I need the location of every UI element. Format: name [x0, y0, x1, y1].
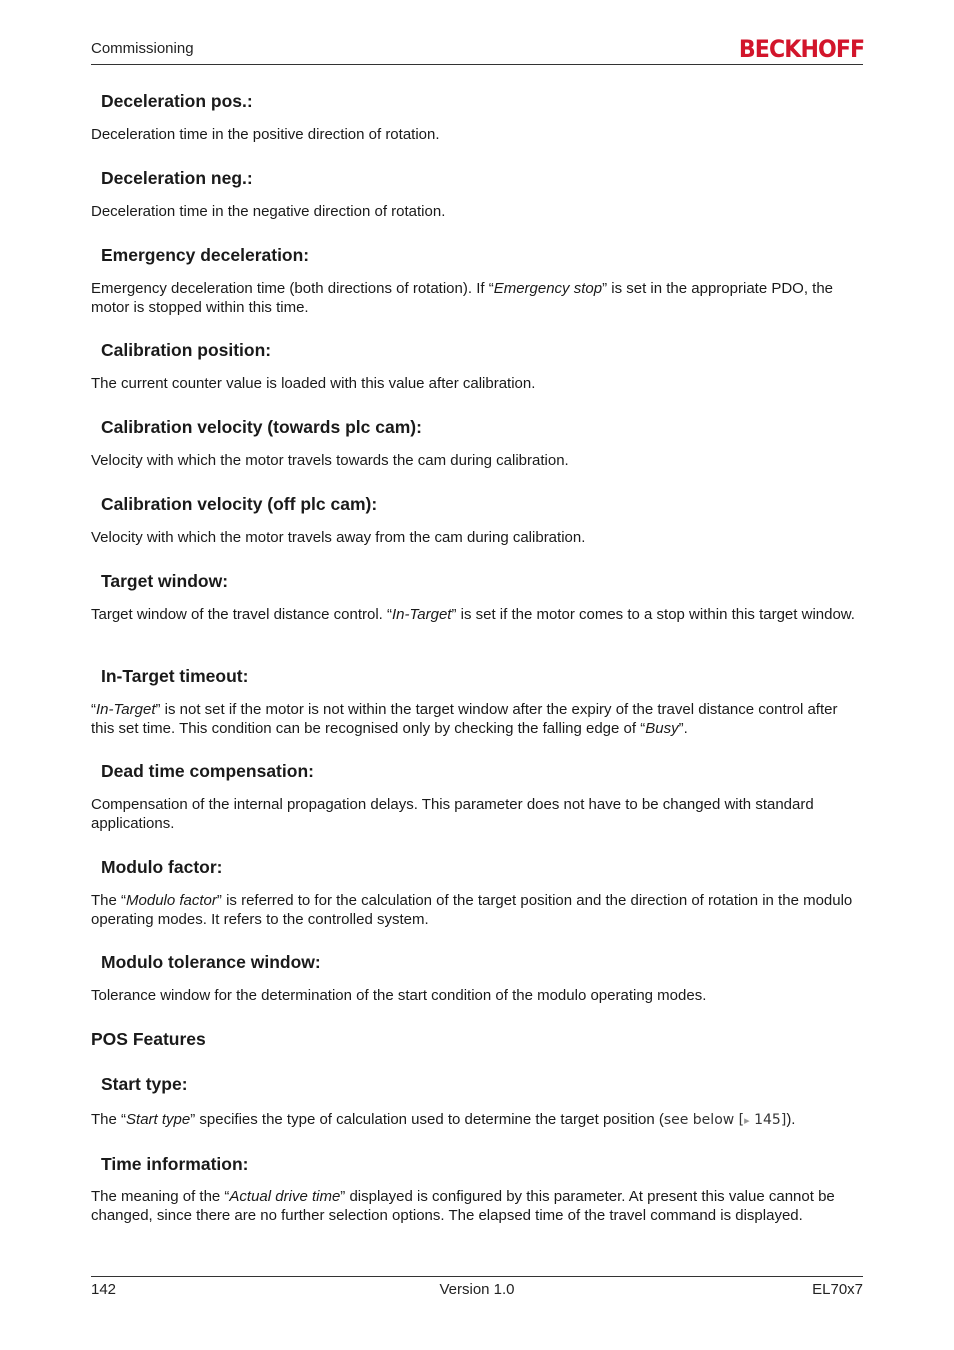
heading-pos-features: POS Features [91, 1029, 206, 1049]
para-in-target-timeout [91, 701, 863, 738]
text: ” is referred to for the calculation of the target position and the direction of rotation in the modulo operating modes. It refers to the controlled system. [91, 892, 853, 928]
text: The meaning of the “ [91, 1188, 230, 1205]
link-text: see below [ [663, 1112, 745, 1128]
text: ” is not set if the motor is not within the target window after the expiry of the travel distance control after this set time. This condition can be recognised only by checking the falling edge of “ [91, 701, 838, 737]
footer-version: Version 1.0 [439, 1281, 515, 1298]
para-calibration-position: The current counter value is loaded with this value after calibration. [91, 375, 536, 392]
para-target-window [91, 606, 863, 625]
para-start-type [91, 1111, 863, 1131]
link-arrow-icon: ▸ [744, 1114, 750, 1127]
text: ” displayed is configured by this parameter. At present this value cannot be changed, since there are no further selection options. The elapsed time of the travel command is displayed. [91, 1188, 835, 1224]
text: ” is set if the motor comes to a stop within this target window. [451, 606, 855, 623]
para-deceleration-neg: Deceleration time in the negative direction of rotation. [91, 203, 446, 220]
heading-modulo-factor: Modulo factor: [101, 857, 223, 877]
footer-page-number: 142 [91, 1281, 117, 1298]
heading-modulo-tolerance-window: Modulo tolerance window: [101, 952, 321, 972]
footer-rule [91, 1276, 863, 1277]
link-page: 145 [754, 1112, 781, 1128]
header-rule [91, 64, 863, 65]
para-time-information [91, 1188, 863, 1225]
heading-time-information: Time information: [101, 1154, 249, 1174]
text: ”. [678, 719, 688, 737]
heading-target-window: Target window: [101, 571, 229, 591]
para-deceleration-pos: Deceleration time in the positive direction of rotation. [91, 126, 440, 143]
term: Modulo factor [126, 892, 217, 909]
see-below-link[interactable] [664, 1112, 786, 1128]
para-modulo-tolerance-window: Tolerance window for the determination of the start condition of the modulo operating modes. [91, 987, 707, 1004]
term: Busy [645, 719, 679, 737]
text: The “ [91, 1111, 127, 1128]
para-emergency-deceleration [91, 280, 863, 317]
para-calibration-velocity-towards: Velocity with which the motor travels towards the cam during calibration. [91, 452, 569, 469]
text: ” specifies the type of calculation used to determine the target position ( [190, 1111, 664, 1128]
term: Emergency stop [493, 280, 603, 297]
heading-start-type: Start type: [101, 1074, 188, 1094]
text: ). [786, 1111, 796, 1128]
text: Emergency deceleration time (both directions of rotation). If “ [91, 280, 494, 297]
text: The “ [91, 892, 127, 909]
footer-product: EL70x7 [812, 1281, 863, 1298]
heading-dead-time-compensation: Dead time compensation: [101, 761, 314, 781]
link-close: ] [780, 1112, 787, 1128]
header-section-title: Commissioning [91, 40, 194, 57]
heading-in-target-timeout: In-Target timeout: [101, 666, 249, 686]
text: “ [91, 701, 96, 718]
para-dead-time-compensation: Compensation of the internal propagation delays. This parameter does not have to be changed with standard applications. [91, 796, 814, 832]
heading-emergency-deceleration: Emergency deceleration: [101, 245, 310, 265]
para-modulo-factor [91, 892, 863, 929]
heading-calibration-position: Calibration position: [101, 340, 272, 360]
term: In-Target [96, 701, 156, 718]
term: Start type [126, 1111, 191, 1128]
heading-calibration-velocity-off: Calibration velocity (off plc cam): [101, 494, 378, 514]
heading-deceleration-pos: Deceleration pos.: [101, 91, 253, 111]
heading-calibration-velocity-towards: Calibration velocity (towards plc cam): [101, 417, 422, 437]
brand-logo: BECKHOFF [738, 35, 864, 63]
para-calibration-velocity-off: Velocity with which the motor travels away from the cam during calibration. [91, 529, 586, 546]
term: In-Target [391, 606, 452, 623]
term: Actual drive time [229, 1188, 341, 1205]
text: Target window of the travel distance control. “ [91, 606, 392, 623]
heading-deceleration-neg: Deceleration neg.: [101, 168, 253, 188]
text: ” is set in the appropriate PDO, the motor is stopped within this time. [91, 280, 834, 316]
